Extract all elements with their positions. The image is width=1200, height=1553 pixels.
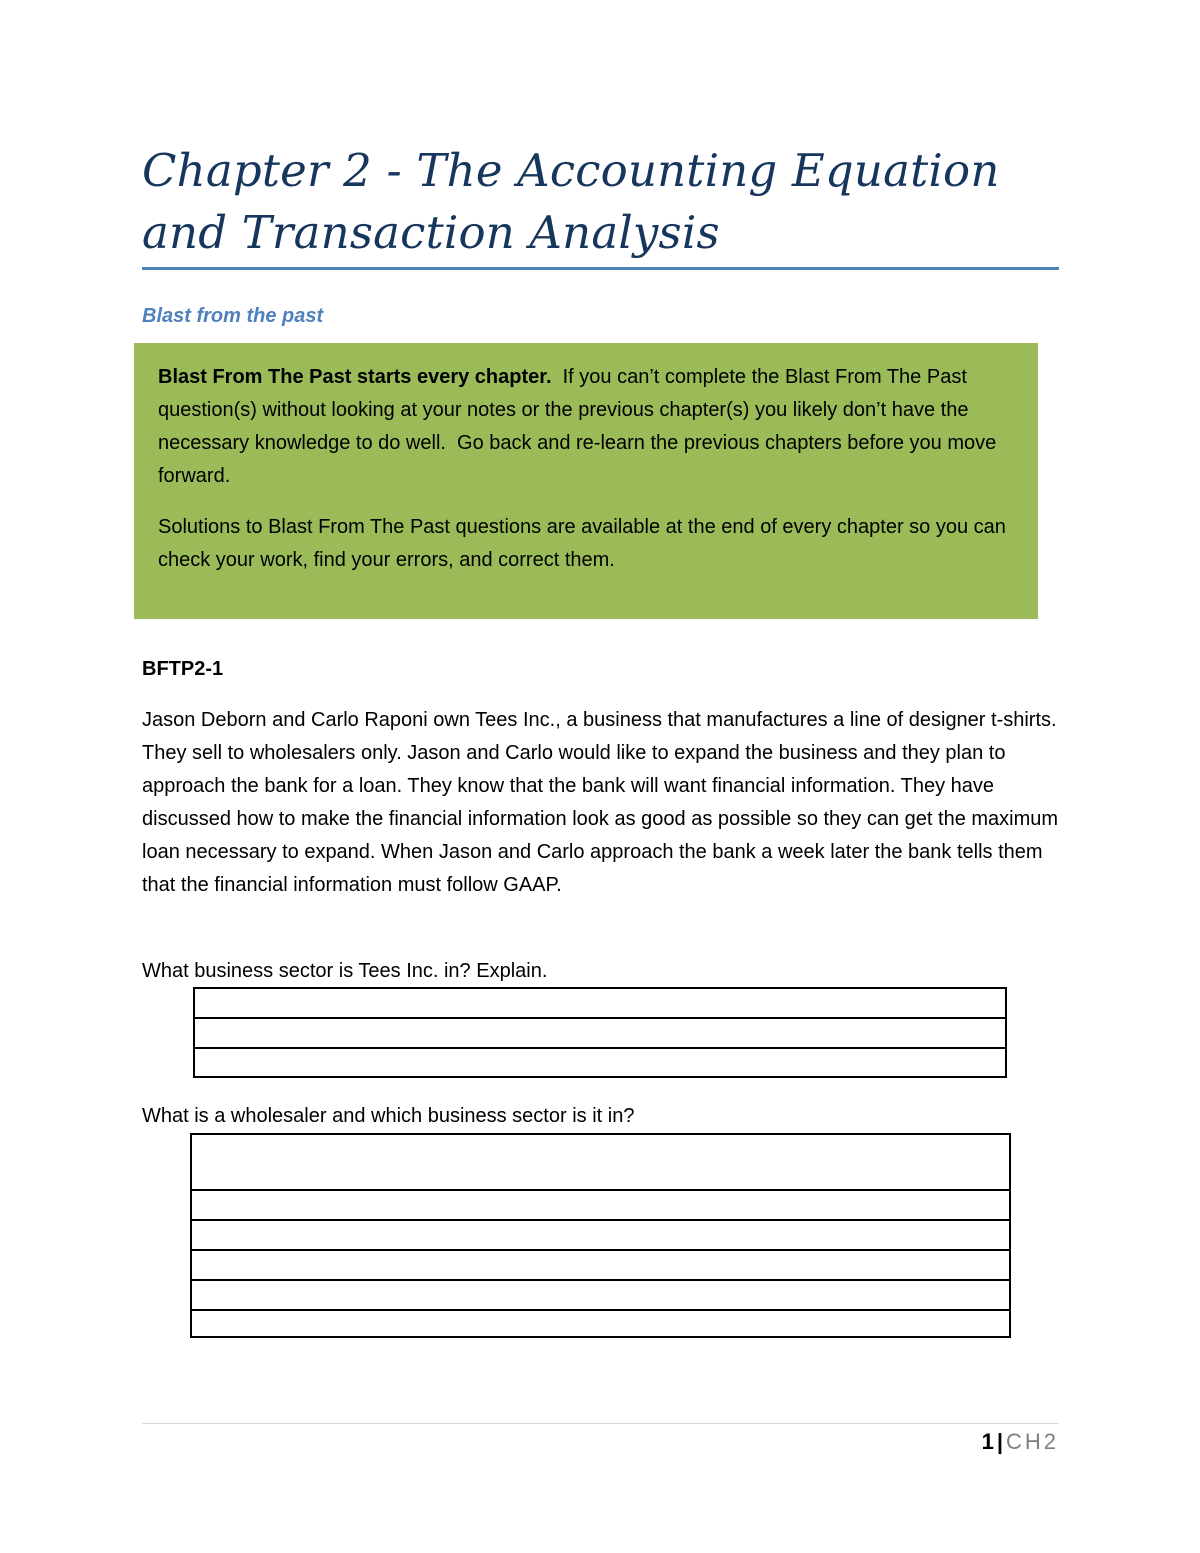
question-id: BFTP2-1 [142, 658, 224, 680]
answer-line[interactable] [192, 1135, 1009, 1191]
question-prompt-2: What is a wholesaler and which business sector is it in? [142, 1105, 635, 1127]
section-heading: Blast from the past [142, 305, 324, 327]
answer-line[interactable] [195, 1049, 1005, 1076]
footer-chapter: CH2 [1005, 1429, 1059, 1454]
question-scenario: Jason Deborn and Carlo Raponi own Tees Inc., a business that manufactures a line of designer t-shirts. They sell to wholesalers only. Jason and Carlo would like to expand the business and they plan to approach the bank for a loan. They know that the bank will want financial information. They have discussed how to make the financial information look as good as possible so they can get the maximum loan necessary to expand. When Jason and Carlo approach the bank a week later the bank tells them that the financial information must follow GAAP. [142, 709, 1059, 896]
page-number: 1 [981, 1429, 994, 1454]
callout-paragraph-1-text: If you can’t complete the Blast From The Past question(s) without looking at your notes or the previous chapter(s) you likely don’t have the necessary knowledge to do well. Go back and re-learn the previous chapters before you move forward. [158, 366, 1002, 487]
answer-line[interactable] [192, 1251, 1009, 1281]
answer-line[interactable] [192, 1311, 1009, 1336]
answer-line[interactable] [195, 989, 1005, 1019]
answer-line[interactable] [192, 1221, 1009, 1251]
answer-line[interactable] [192, 1191, 1009, 1221]
footer-separator: | [996, 1429, 1003, 1454]
footer-rule [142, 1423, 1059, 1424]
page-footer [982, 1428, 1059, 1456]
callout-paragraph-1 [158, 361, 1014, 493]
callout-paragraph-2: Solutions to Blast From The Past questions are available at the end of every chapter so you can check your work, find your errors, and correct them. [158, 516, 1006, 571]
chapter-title: Chapter 2 - The Accounting Equation and Transaction Analysis [142, 144, 1000, 259]
callout-lead: Blast From The Past starts every chapter. [158, 366, 552, 388]
answer-line[interactable] [192, 1281, 1009, 1311]
answer-box-1[interactable] [193, 987, 1007, 1078]
answer-box-2[interactable] [190, 1133, 1011, 1338]
callout-box [134, 343, 1038, 619]
answer-line[interactable] [195, 1019, 1005, 1049]
question-prompt-1: What business sector is Tees Inc. in? Explain. [142, 960, 548, 982]
title-underline [142, 267, 1059, 270]
